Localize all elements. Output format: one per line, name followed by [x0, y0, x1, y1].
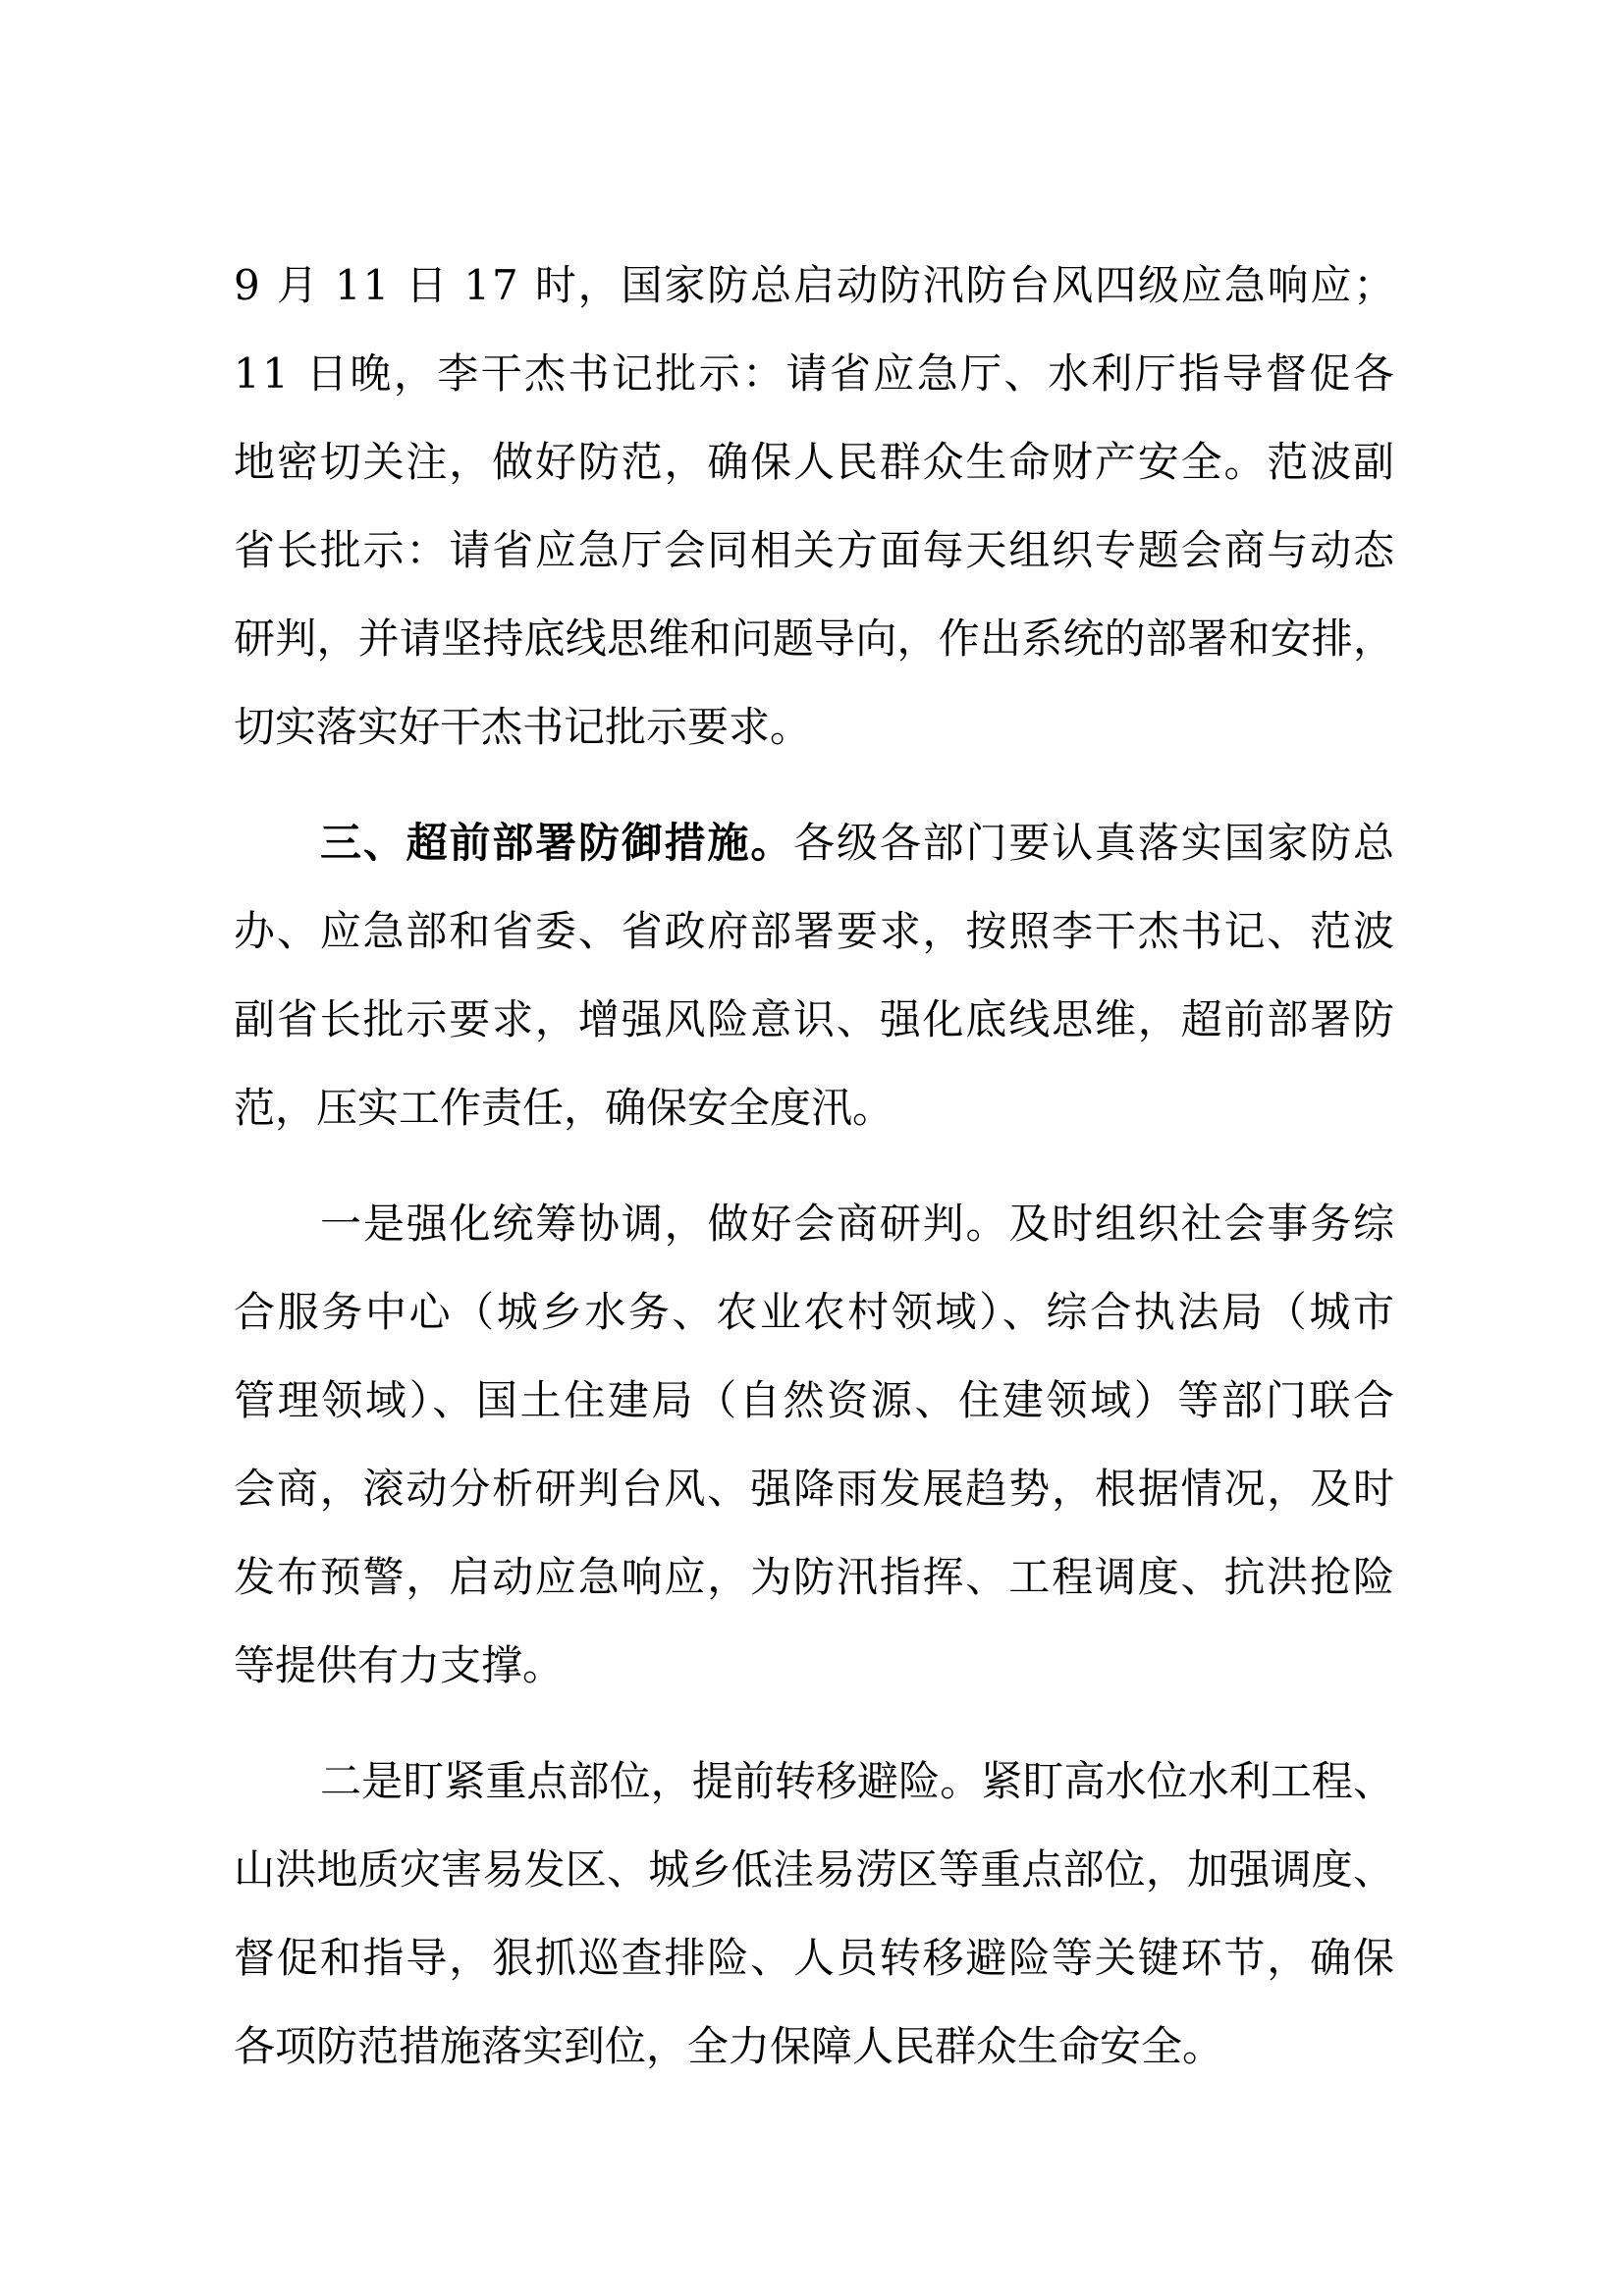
section-heading: 三、超前部署防御措施。各级各部门要认真落实国家防总	[320, 819, 1396, 867]
text-line: 管理领域）、国土住建局（自然资源、住建领域）等部门联合	[234, 1376, 1397, 1424]
text-line: 9 月 11 日 17 时，国家防总启动防汛防台风四级应急响应；	[234, 261, 1397, 309]
text-line: 发布预警，启动应急响应，为防汛指挥、工程调度、抗洪抢险	[234, 1553, 1396, 1601]
text-line: 会商，滚动分析研判台风、强降雨发展趋势，根据情况，及时	[234, 1465, 1396, 1513]
text-line: 地密切关注，做好防范，确保人民群众生命财产安全。范波副	[234, 438, 1396, 486]
text-line: 办、应急部和省委、省政府部署要求，按照李干杰书记、范波	[234, 907, 1396, 955]
paragraph-coordination	[234, 1180, 1397, 1710]
text-line: 切实落实好干杰书记批示要求。	[234, 703, 812, 751]
text-line: 副省长批示要求，增强风险意识、强化底线思维，超前部署防	[234, 995, 1396, 1043]
document-body	[234, 241, 1397, 2091]
text-line: 等提供有力支撑。	[234, 1641, 565, 1689]
text-line: 督促和指导，狠抓巡查排险、人员转移避险等关键环节，确保	[234, 1934, 1396, 1982]
text-line: 11 日晚，李干杰书记批示：请省应急厅、水利厅指导督促各	[234, 349, 1397, 398]
text-line: 各项防范措施落实到位，全力保障人民群众生命安全。	[234, 2022, 1224, 2070]
text-line: 一是强化统筹协调，做好会商研判。及时组织社会事务综	[320, 1200, 1396, 1248]
paragraph-typhoon-response	[234, 241, 1397, 772]
text-line: 省长批示：请省应急厅会同相关方面每天组织专题会商与动态	[234, 526, 1396, 574]
text-line: 二是盯紧重点部位，提前转移避险。紧盯高水位水利工程、	[320, 1757, 1395, 1805]
text-line: 山洪地质灾害易发区、城乡低洼易涝区等重点部位，加强调度、	[234, 1845, 1395, 1894]
paragraph-deploy-measures	[234, 799, 1394, 1152]
text-line: 范，压实工作责任，确保安全度汛。	[234, 1084, 894, 1132]
text-line: 合服务中心（城乡水务、农业农村领域）、综合执法局（城市	[234, 1288, 1397, 1336]
paragraph-key-areas	[234, 1737, 1394, 2091]
text-line	[234, 799, 1394, 887]
text-line: 研判，并请坚持底线思维和问题导向，作出系统的部署和安排，	[234, 614, 1395, 663]
